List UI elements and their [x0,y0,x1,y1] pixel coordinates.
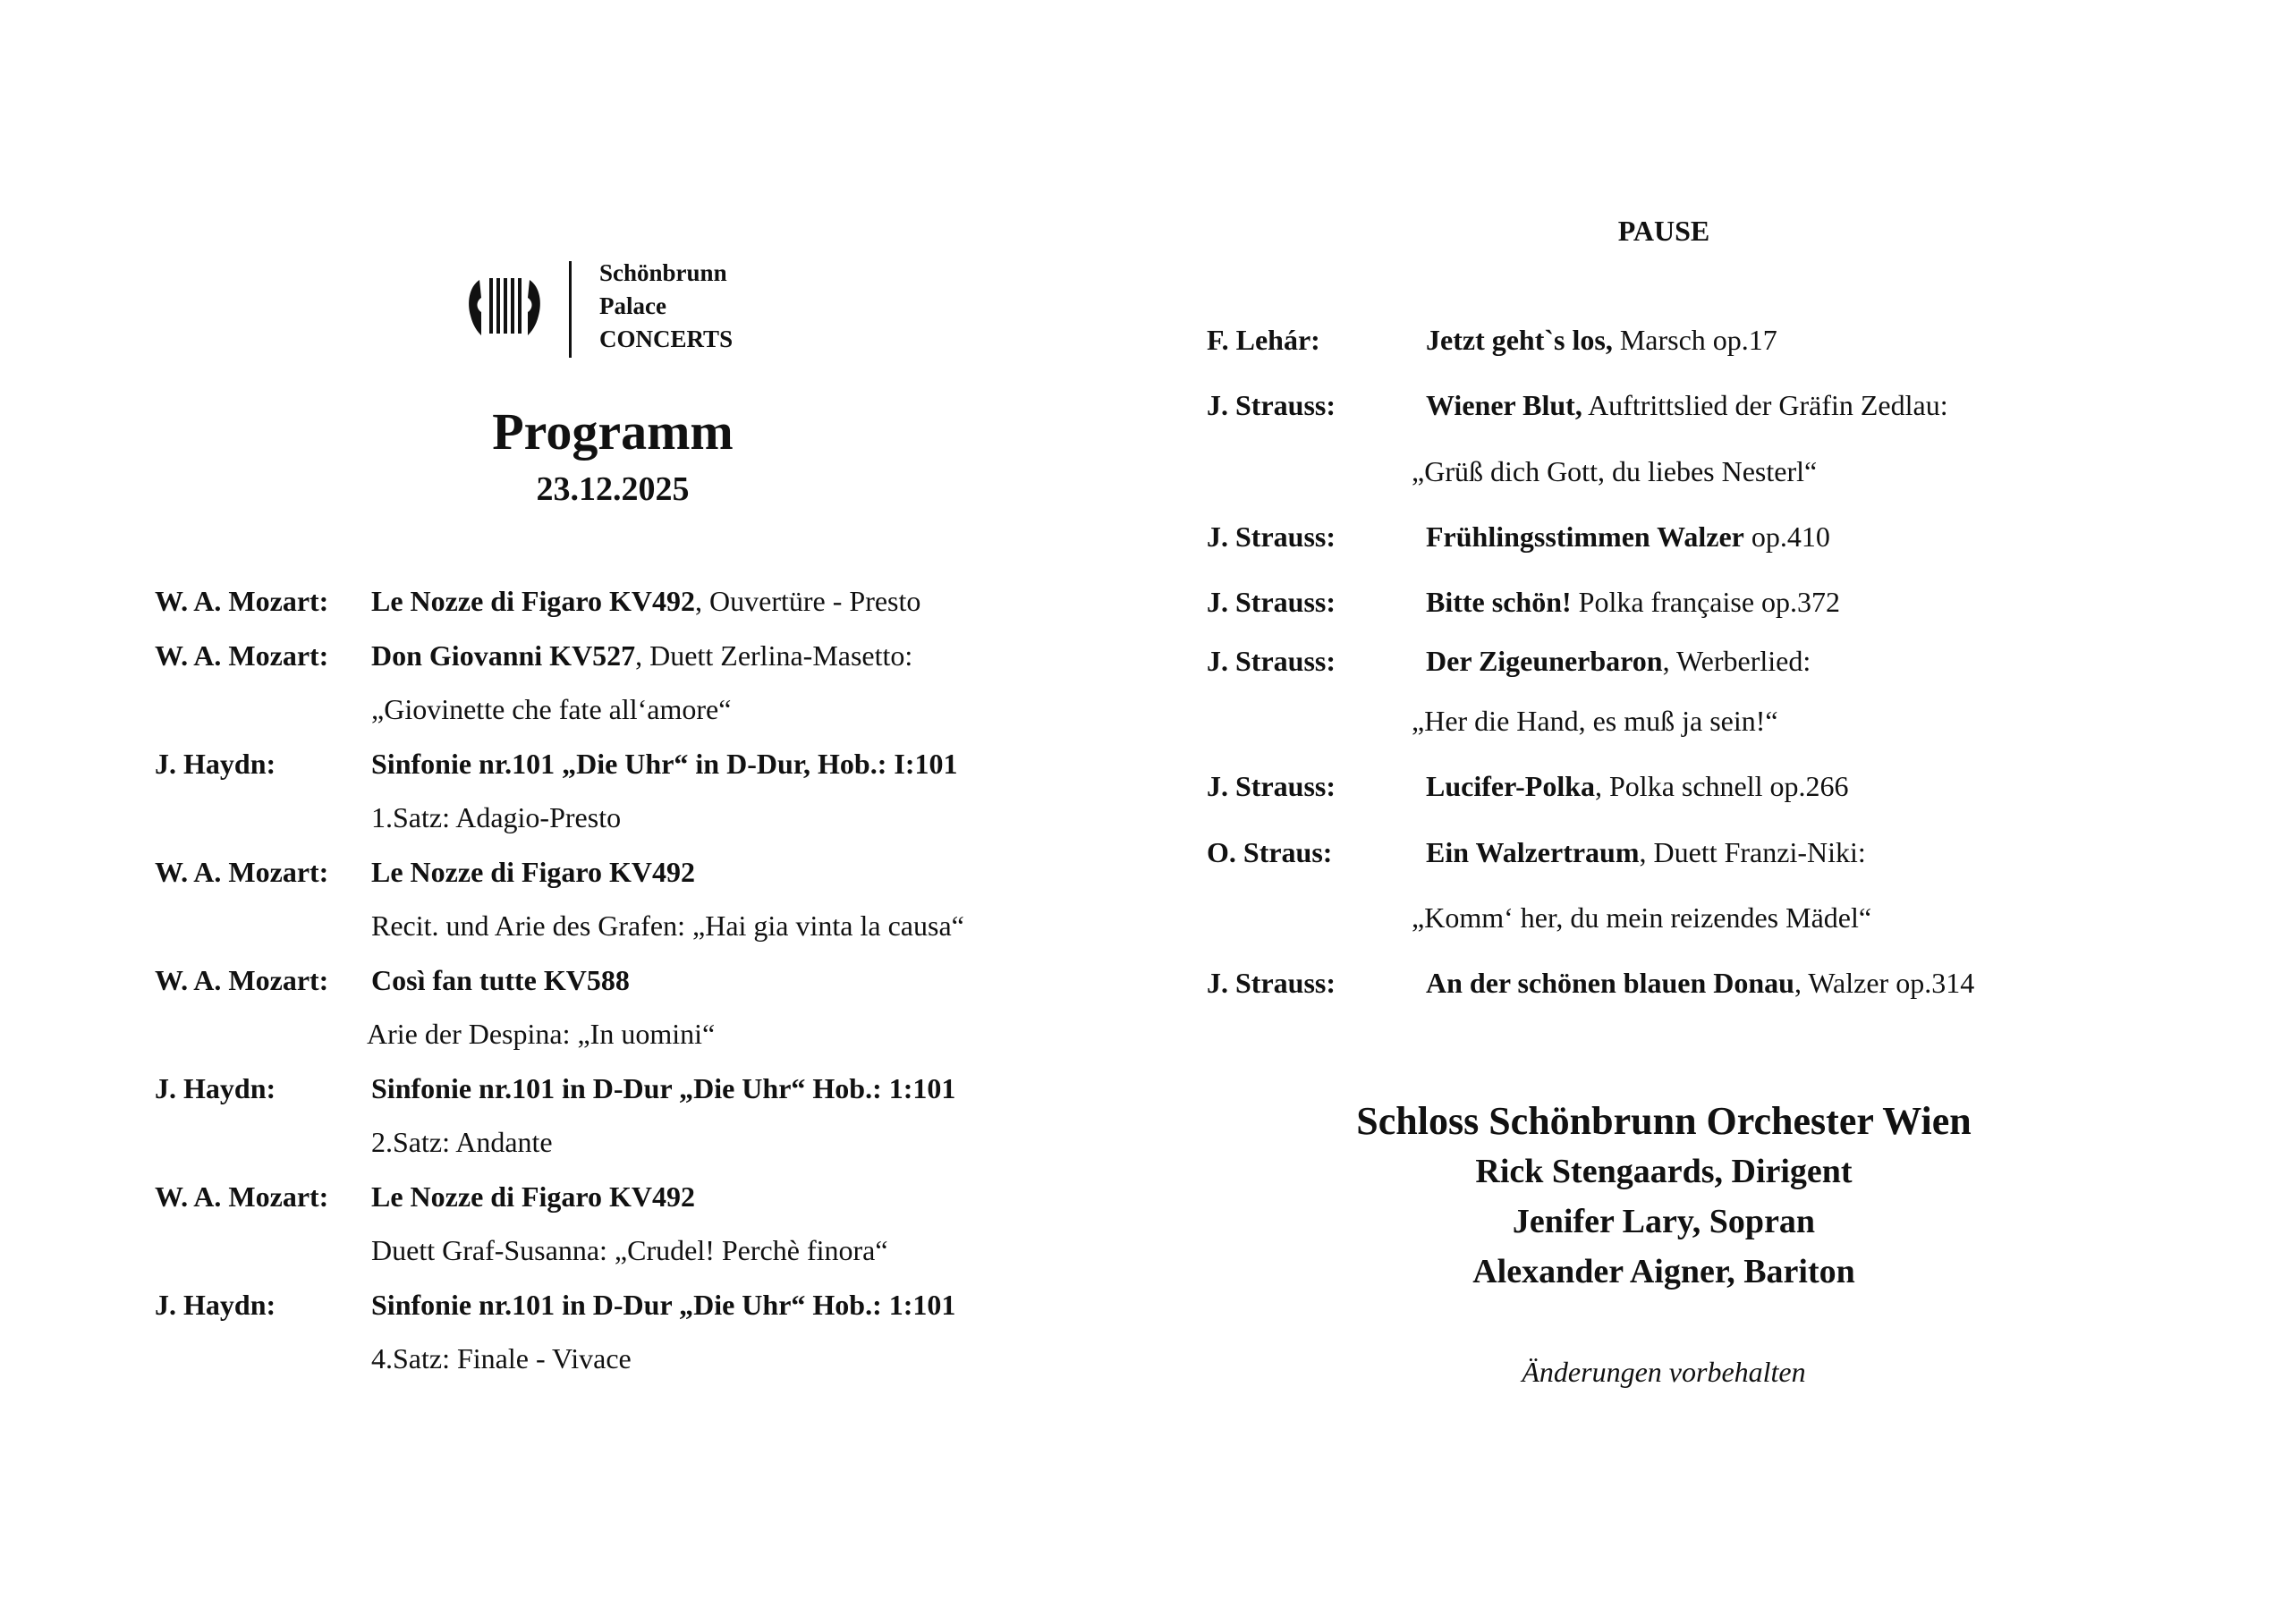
credits-block [1306,1096,2022,1297]
composer-label: W. A. Mozart: [155,856,329,888]
work-detail: Polka française op.372 [1571,586,1841,618]
work-title: An der schönen blauen Donau [1426,967,1794,999]
page-title: Programm [492,402,734,461]
work-detail: , Duett Franzi-Niki: [1639,836,1866,868]
work-detail: Auftrittslied der Gräfin Zedlau: [1582,389,1948,421]
work-title: Le Nozze di Figaro KV492 [371,856,696,888]
work-title: Le Nozze di Figaro KV492 [371,1180,696,1213]
work-title: Wiener Blut, [1426,389,1582,421]
work-detail: 1.Satz: Adagio-Presto [371,801,622,833]
composer-label: F. Lehár: [1207,324,1320,356]
soprano-credit: Jenifer Lary, Sopran [1512,1203,1816,1240]
composer-label: J. Haydn: [155,1289,276,1321]
baritone-credit: Alexander Aigner, Bariton [1472,1253,1855,1290]
logo-line-3: CONCERTS [599,326,734,352]
work-title: Ein Walzertraum [1426,836,1640,868]
program-date: 23.12.2025 [536,470,690,508]
work-detail: „Her die Hand, es muß ja sein!“ [1412,705,1778,737]
work-detail: , Walzer op.314 [1794,967,1975,999]
work-detail: „Komm‘ her, du mein reizendes Mädel“ [1412,901,1872,934]
work-title: Le Nozze di Figaro KV492 [371,585,696,617]
conductor-credit: Rick Stengaards, Dirigent [1475,1153,1853,1190]
work-detail: , Polka schnell op.266 [1595,770,1849,802]
work-detail: 2.Satz: Andante [371,1126,553,1158]
work-detail: „Giovinette che fate all‘amore“ [371,693,732,725]
composer-label: J. Haydn: [155,748,276,780]
work-title: Frühlingsstimmen Walzer [1426,520,1744,553]
work-title: Der Zigeunerbaron [1426,645,1663,677]
work-title: Bitte schön! [1426,586,1572,618]
composer-label: J. Strauss: [1207,520,1336,553]
work-title: Così fan tutte KV588 [371,964,630,996]
work-detail: , Ouvertüre - Presto [695,585,921,617]
composer-label: W. A. Mozart: [155,964,329,996]
logo-line-2: Palace [599,292,666,319]
work-detail: 4.Satz: Finale - Vivace [371,1342,632,1374]
program-item [1426,643,1811,679]
program-item [1426,834,1866,870]
composer-label: J. Strauss: [1207,586,1336,618]
logo-line-1: Schönbrunn [599,259,727,286]
program-item [1426,322,1777,358]
changes-note: Änderungen vorbehalten [1522,1356,1806,1388]
composer-label: J. Strauss: [1207,770,1336,802]
pause-heading: PAUSE [1617,215,1710,247]
program-item [1426,519,1830,554]
work-detail: , Werberlied: [1662,645,1811,677]
work-title: Jetzt geht`s los, [1426,324,1613,356]
program-item [1426,768,1849,804]
work-title: Sinfonie nr.101 in D-Dur „Die Uhr“ Hob.: 1:101 [371,1289,956,1321]
composer-label: J. Strauss: [1207,967,1336,999]
work-detail: „Grüß dich Gott, du liebes Nesterl“ [1412,455,1818,487]
work-title: Sinfonie nr.101 „Die Uhr“ in D-Dur, Hob.: I:101 [371,748,958,780]
composer-label: W. A. Mozart: [155,585,329,617]
work-detail: op.410 [1743,520,1830,553]
composer-label: W. A. Mozart: [155,639,329,672]
work-detail: Marsch op.17 [1612,324,1777,356]
work-title: Sinfonie nr.101 in D-Dur „Die Uhr“ Hob.: 1:101 [371,1072,956,1104]
composer-label: J. Haydn: [155,1072,276,1104]
work-detail: Recit. und Arie des Grafen: „Hai gia vinta la causa“ [371,909,964,942]
work-title: Don Giovanni KV527 [371,639,636,672]
work-detail: Arie der Despina: „In uomini“ [367,1018,716,1050]
work-detail: , Duett Zerlina-Masetto: [635,639,913,672]
program-item [1426,584,1840,620]
composer-label: W. A. Mozart: [155,1180,329,1213]
work-title: Lucifer-Polka [1426,770,1595,802]
work-detail: Duett Graf-Susanna: „Crudel! Perchè finora“ [371,1234,888,1266]
program-item [1426,387,1948,423]
orchestra-name: Schloss Schönbrunn Orchester Wien [1356,1099,1972,1143]
program-item [1426,965,1974,1001]
composer-label: O. Straus: [1207,836,1333,868]
composer-label: J. Strauss: [1207,645,1336,677]
composer-label: J. Strauss: [1207,389,1336,421]
